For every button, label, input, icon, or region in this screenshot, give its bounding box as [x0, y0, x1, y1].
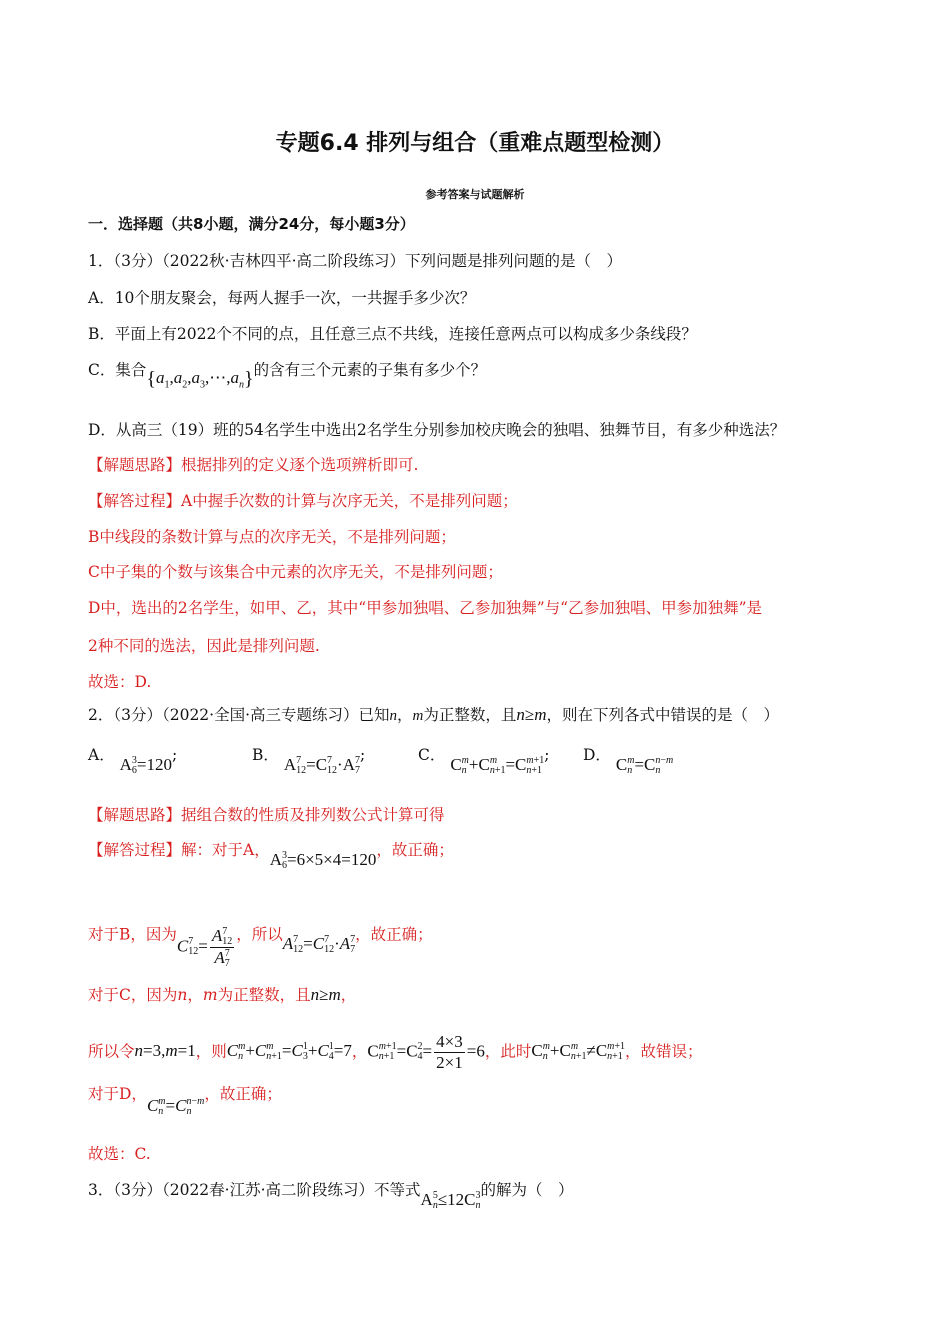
q1-solution-step: 2种不同的选法，因此是排列问题.	[88, 637, 320, 655]
q1-solution-step: D中，选出的2名学生，如甲、乙，其中“甲参加独唱、乙参加独舞”与“乙参加独唱、甲参加独舞”是	[88, 599, 762, 617]
q2-answer: 故选：C.	[88, 1145, 151, 1163]
q1-option-c-prefix: C．集合	[88, 361, 147, 379]
q3-stem	[88, 1180, 574, 1211]
q2-solution-d-suffix: ，故正确；	[204, 1085, 282, 1103]
q2-stem-suffix: ，则在下列各式中错误的是（ ）	[546, 706, 780, 724]
q2-stem: 2．（3分）（2022·全国·高三专题练习）已知n，m为正整数，且n≥m，则在下列各式中错误的是（ ）	[88, 705, 780, 724]
q1-option-d: D．从高三（19）班的54名学生中选出2名学生分别参加校庆晚会的独唱、独舞节目，有多少种选法？	[88, 421, 786, 439]
q1-solution-idea: 【解题思路】根据排列的定义逐个选项辨析即可.	[88, 456, 419, 474]
q2-solution-c2: 所以令n=3,m=1，则C m n +C m n+1 =C 1 3 +C 1 4 =7，C m+1 n+1 =C 2 4 = $\frac{4\times 3}{2\times 1}$ =6，此时C m n +C m n+1 ≠C m+1 n+1 ，故错误；	[88, 1032, 703, 1072]
q2-solution-c2-suffix: ，故错误；	[625, 1042, 703, 1061]
q2-solution-d-prefix: 对于D，	[88, 1085, 147, 1103]
q2-solution-c1: 对于C，因为n，m为正整数，且n≥m，	[88, 985, 357, 1004]
q1-option-c-suffix: 的含有三个元素的子集有多少个？	[253, 361, 487, 379]
q2-option-c-formula: C m n +C m n+1 =C m+1 n+1	[450, 755, 545, 776]
q2-option-a-label: A．	[88, 746, 115, 764]
q3-stem-prefix: 3．（3分）（2022春·江苏·高二阶段练习）不等式	[88, 1181, 421, 1199]
q2-solution-c1-prefix: 对于C，因为	[88, 986, 178, 1004]
q1-option-b: B．平面上有2022个不同的点，且任意三点不共线，连接任意两点可以构成多少条线段？	[88, 325, 697, 343]
q2-sum-formula: C m n +C m n+1 =C 1 3 +C 1 4 =7	[226, 1041, 352, 1063]
q2-option-d	[583, 745, 674, 776]
q2-solution-c1-formula: n≥m	[310, 985, 341, 1004]
page-title: 专题6.4 排列与组合（重难点题型检测）	[275, 131, 675, 156]
q1-solution-step: C中子集的个数与该集合中元素的次序无关，不是排列问题；	[88, 563, 503, 581]
q2-solution-b-middle: ，所以	[236, 925, 283, 944]
q2-option-a-formula: A 3 6 =120	[119, 755, 173, 776]
q1-solution-step: 【解答过程】A中握手次数的计算与次序无关，不是排列问题；	[88, 492, 518, 510]
set-formula: $\{a_1,a_2,a_3,\cdots,a_n\}$	[146, 368, 254, 391]
q2-inequality-formula: C m n +C m n+1 ≠C m+1 n+1	[531, 1041, 626, 1063]
q3-inequality-formula: A 5 n ≤12C 3 n	[420, 1190, 481, 1211]
q2-solution-b-prefix: 对于B，因为	[88, 925, 177, 944]
q1-answer: 故选：D.	[88, 673, 152, 691]
inequality-n-ge-m: n≥m	[516, 705, 547, 724]
page-subtitle: 参考答案与试题解析	[425, 188, 525, 201]
q2-solution-c2-here: ，此时	[484, 1042, 532, 1061]
q2-solution-b-formula: A 7 12 =C 7 12 ·A 7 7	[282, 934, 356, 956]
q2-option-c-label: C．	[418, 746, 446, 764]
q2-option-b-label: B．	[252, 746, 279, 764]
q2-solution-c1-middle: 为正整数，且	[217, 986, 311, 1004]
q2-solution-a-prefix: 【解答过程】解：对于A，	[88, 841, 270, 859]
q2-solution-a-suffix: ，故正确；	[376, 841, 454, 859]
q1-option-c	[88, 360, 487, 391]
var-m: m	[412, 708, 424, 724]
q2-combination-formula: C m+1 n+1 =C 2 4 = $\frac{4\times 3}{2\times 1}$ =6	[367, 1032, 485, 1072]
q2-solution-b-fraction: C 7 12 = A 7 12 A 7 7	[176, 926, 233, 969]
var-n: n	[389, 708, 398, 724]
q1-stem: 1．（3分）（2022秋·吉林四平·高二阶段练习）下列问题是排列问题的是（ ）	[88, 252, 623, 270]
q2-assignment-formula: n=3,m=1	[134, 1041, 196, 1061]
q2-solution-idea: 【解题思路】据组合数的性质及排列数公式计算可得	[88, 806, 445, 824]
q3-stem-suffix: 的解为（ ）	[480, 1181, 574, 1199]
q2-option-b-formula: A 7 12 =C 7 12 ·A 7 7	[283, 755, 360, 776]
q2-option-d-label: D．	[583, 746, 611, 764]
q2-solution-b	[88, 914, 433, 969]
q2-stem-middle: 为正整数，且	[423, 706, 517, 724]
q1-option-a: A．10个朋友聚会，每两人握手一次，一共握手多少次？	[88, 289, 476, 307]
q2-solution-a	[88, 840, 454, 871]
q2-option-b: B． A 7 12 =C 7 12 ·A 7 7 ;	[252, 746, 366, 776]
q2-solution-d	[88, 1084, 282, 1117]
q2-solution-c2-prefix: 所以令	[88, 1042, 135, 1061]
q2-option-a: A． A 3 6 =120;	[88, 746, 178, 776]
q2-solution-d-formula: C m n =C n−m n	[146, 1096, 205, 1117]
section-heading: 一．选择题（共8小题，满分24分，每小题3分）	[88, 215, 415, 233]
q2-option-d-formula: C m n =C n−m n	[615, 755, 674, 776]
q1-solution-step: B中线段的条数计算与点的次序无关，不是排列问题；	[88, 528, 456, 546]
q2-solution-c2-then: ，则	[195, 1042, 227, 1061]
q2-solution-a-formula: A 3 6 =6×5×4=120	[269, 850, 377, 871]
q2-option-c: C． C m n +C m n+1 =C m+1 n+1 ;	[418, 746, 550, 776]
q2-stem-prefix: 2．（3分）（2022·全国·高三专题练习）已知	[88, 706, 390, 724]
q2-solution-b-suffix: ，故正确；	[355, 925, 433, 944]
